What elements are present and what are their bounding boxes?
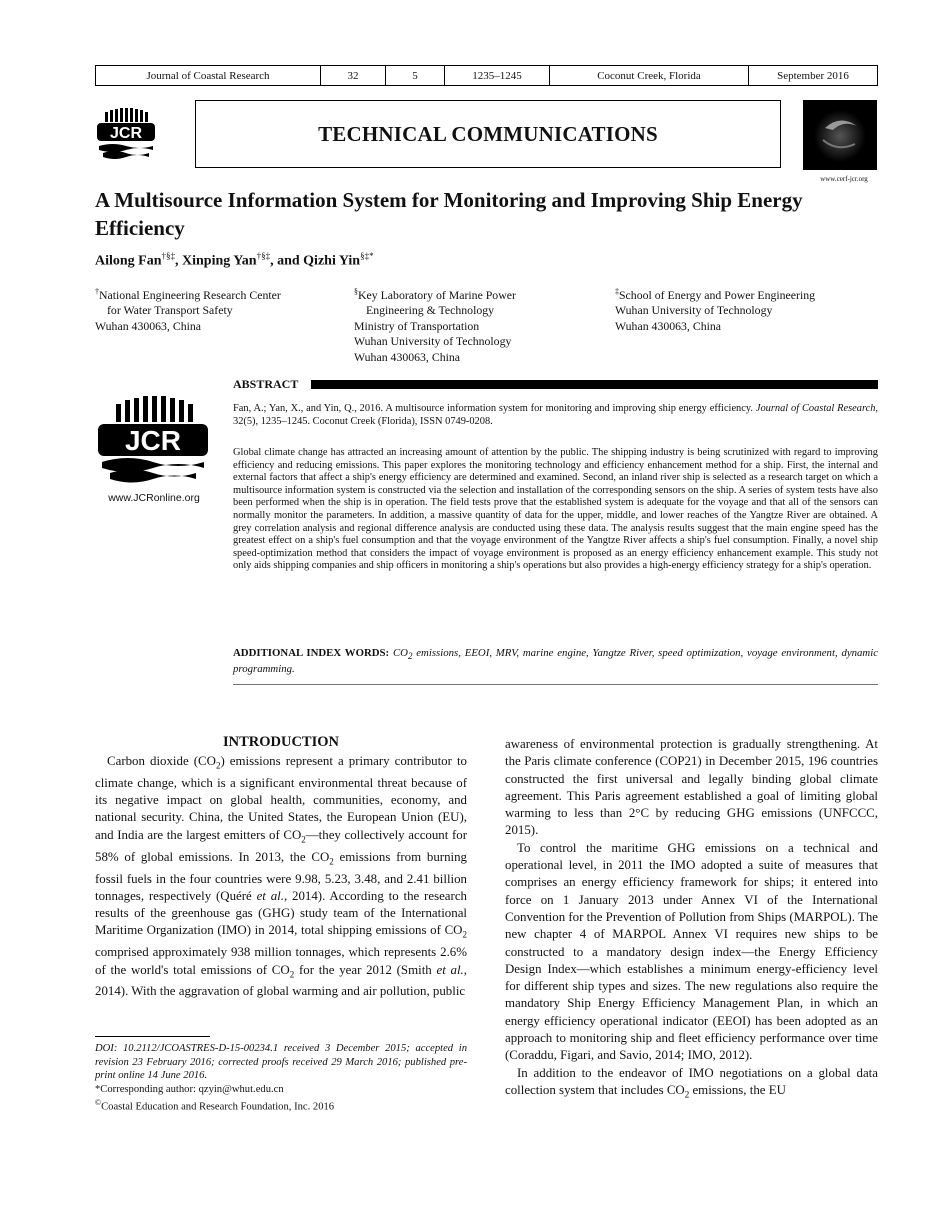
journal-cover-image xyxy=(803,100,877,170)
author-name: Qizhi Yin xyxy=(303,253,361,269)
index-word-co: CO xyxy=(392,647,408,659)
jcr-online-url: www.JCRonline.org xyxy=(108,492,200,504)
author-line xyxy=(95,251,374,270)
index-words xyxy=(233,647,878,675)
cover-url: www.cerf-jcr.org xyxy=(820,175,868,183)
paragraph: To control the maritime GHG emissions on a technical and operational level, in 2011 the IMO adopted a suite of measures that comprises an energy efficiency framework for ships; it entered into force on 1 January 2013 under Annex VI of the International Convention for the Prevention of Pollution from Ships (MARPOL). The new chapter 4 of MARPOL Annex VI requires new ships to be constructed to a mandatory design index—the Energy Efficiency Design Index—which establishes a minimum energy-efficiency level for different ship types and sizes. The new regulations also require the mandatory Ship Energy Efficiency Management Plan, in which an energy efficiency operational indicator (EEOI) has been adopted as an approach to monitoring ship and fleet efficiency performance over time (Coraddu, Figari, and Savio, 2014; IMO, 2012). xyxy=(505,840,878,1063)
affiliation-line: Wuhan University of Technology xyxy=(615,303,773,318)
abstract-bar xyxy=(311,380,878,389)
paragraph: In addition to the endeavor of IMO negotiations on a global data collection system that includes $CO_2$ emissions, the EU xyxy=(505,1065,878,1100)
corresponding-author: *Corresponding author: qzyin@whut.edu.cn xyxy=(95,1083,284,1095)
author-separator: , xyxy=(175,253,183,269)
affiliation-line: Ministry of Transportation xyxy=(354,318,480,333)
copyright-text: Coastal Education and Research Foundation, Inc. 2016 xyxy=(101,1101,335,1113)
author-marks: †§‡ xyxy=(161,251,176,261)
abstract-label: ABSTRACT xyxy=(233,377,299,391)
affiliation-2 xyxy=(354,284,604,365)
body-column-right xyxy=(505,736,878,1104)
affiliation-3 xyxy=(615,284,885,334)
journal-issue: 5 xyxy=(386,66,445,86)
index-words-list: emissions, EEOI, MRV, marine engine, Yangtze River, speed optimization, voyage environment, dynamic programming. xyxy=(233,647,879,675)
journal-name: Journal of Coastal Research xyxy=(96,66,321,86)
copyright-line: ©Coastal Education and Research Foundation, Inc. 2016 xyxy=(95,1098,335,1113)
affiliation-mark: ‡ xyxy=(615,287,619,296)
affiliation-line: Key Laboratory of Marine Power xyxy=(358,287,516,302)
author-separator: , and xyxy=(270,253,304,269)
affiliation-mark: † xyxy=(95,287,99,296)
citation xyxy=(233,403,878,428)
body-column-left xyxy=(95,753,467,1001)
doi-note: DOI: 10.2112/JCOASTRES-D-15-00234.1 received 3 December 2015; accepted in revision 23 February 2016; corrected proofs received 29 March 2016; published pre-print online 14 June 2016. xyxy=(95,1043,467,1082)
introduction-heading: INTRODUCTION xyxy=(222,734,339,750)
svg-text:JCR: JCR xyxy=(109,125,143,142)
index-word-sub: 2 xyxy=(407,651,413,662)
author-name: Ailong Fan xyxy=(95,253,162,269)
affiliation-line: Wuhan University of Technology xyxy=(354,334,512,349)
affiliation-line: Wuhan 430063, China xyxy=(615,318,722,333)
abstract-rule xyxy=(233,684,878,685)
citation-details: 32(5), 1235–1245. Coconut Creek (Florida), ISSN 0749-0208. xyxy=(233,415,493,427)
section-banner: TECHNICAL COMMUNICATIONS xyxy=(195,100,781,168)
affiliation-line: Engineering & Technology xyxy=(366,303,495,318)
author-name: Xinping Yan xyxy=(182,253,257,269)
citation-journal: Journal of Coastal Research, xyxy=(755,403,879,414)
journal-volume: 32 xyxy=(321,66,386,86)
journal-date: September 2016 xyxy=(749,66,878,86)
affiliation-line: Wuhan 430063, China xyxy=(95,318,202,333)
affiliation-line: for Water Transport Safety xyxy=(107,303,233,318)
paragraph: awareness of environmental protection is gradually strengthening. At the Paris climate conference (COP21) in December 2015, 196 countries constructed the first universal and legally binding global climate agreement. This Paris agreement established a goal of limiting global warming to less than 2°C by reducing GHG emissions (UNFCCC, 2015). xyxy=(505,737,878,838)
journal-pages: 1235–1245 xyxy=(445,66,550,86)
affiliation-1 xyxy=(95,284,345,334)
footnotes xyxy=(95,1042,467,1115)
affiliation-line: School of Energy and Power Engineering xyxy=(619,287,816,302)
paper-title: A Multisource Information System for Monitoring and Improving Ship Energy Efficiency xyxy=(95,188,803,240)
jcr-logo-small xyxy=(95,108,157,162)
abstract-text: Global climate change has attracted an increasing amount of attention by the public. The shipping industry is being scrutinized with regard to improving efficiency and reducing emissions. This paper explores the monitoring technology and efficiency enhancement method for a ship. First, the internal and external factors that affect a ship's energy efficiency are determined and examined. Second, an inland river ship is selected as a research target on which a multisource information system is constructed via the selection and installation of the corresponding sensors on the ship. A series of system tests have also been performed when the ship is in operation. The field tests prove that the established system is adequate for the voyage and that all of the sensors can normally monitor the parameters. In addition, a massive quantity of data for the upper, middle, and lower reaches of the Yangtze River are obtained. A grey correlation analysis and regional difference analysis are conducted using these data. The analysis results suggest that the main engine speed has the greatest effect on a ship's fuel consumption and that the voyage environment of the Yangtze River affects a ship's fuel consumption. Finally, a novel ship speed-optimization method that considers the impact of voyage environment is proposed as an energy efficiency enhancement example. This study not only aids shipping companies and ship officers in monitoring a ship's operations but also provides a high-energy efficiency strategy for a ship's operation. xyxy=(233,447,878,572)
citation-text: Fan, A.; Yan, X., and Yin, Q., 2016. A multisource information system for monitoring and improving ship energy efficiency. xyxy=(233,403,756,414)
author-marks: †§‡ xyxy=(256,251,271,261)
index-words-label: ADDITIONAL INDEX WORDS: xyxy=(233,647,390,659)
author-marks: §‡* xyxy=(360,251,374,261)
jcr-logo-large xyxy=(96,396,210,488)
footnote-rule xyxy=(95,1036,210,1037)
affiliation-mark: § xyxy=(354,287,358,296)
journal-location: Coconut Creek, Florida xyxy=(550,66,749,86)
paragraph: Carbon dioxide $(CO_2)$ emissions represent a primary contributor to climate change, which is a significant environmental threat because of its negative impact on global health, communities, economy, and national security. China, the United States, the European Union (EU), and India are the largest emitters of $CO_2—they$ collectively account for 58% of global emissions. In 2013, the $CO_2$ emissions from burning fossil fuels in the four countries were 9.98, 5.23, 3.48, and 2.41 billion tonnages, respectively (Quéré et al., 2014). According to the research results of the greenhouse gas (GHG) study team of the International Maritime Organization (IMO) in 2014, total shipping emissions of $CO_2$ comprised approximately 938 million tonnages, which represents 2.6% of the world's total emissions of $CO_2$ for the year 2012 (Smith et al., 2014). With the aggravation of global warming and air pollution, public xyxy=(95,754,467,999)
svg-text:JCR: JCR xyxy=(124,425,182,456)
affiliation-line: National Engineering Research Center xyxy=(99,287,281,302)
journal-header-table xyxy=(95,65,878,86)
affiliation-line: Wuhan 430063, China xyxy=(354,349,461,364)
